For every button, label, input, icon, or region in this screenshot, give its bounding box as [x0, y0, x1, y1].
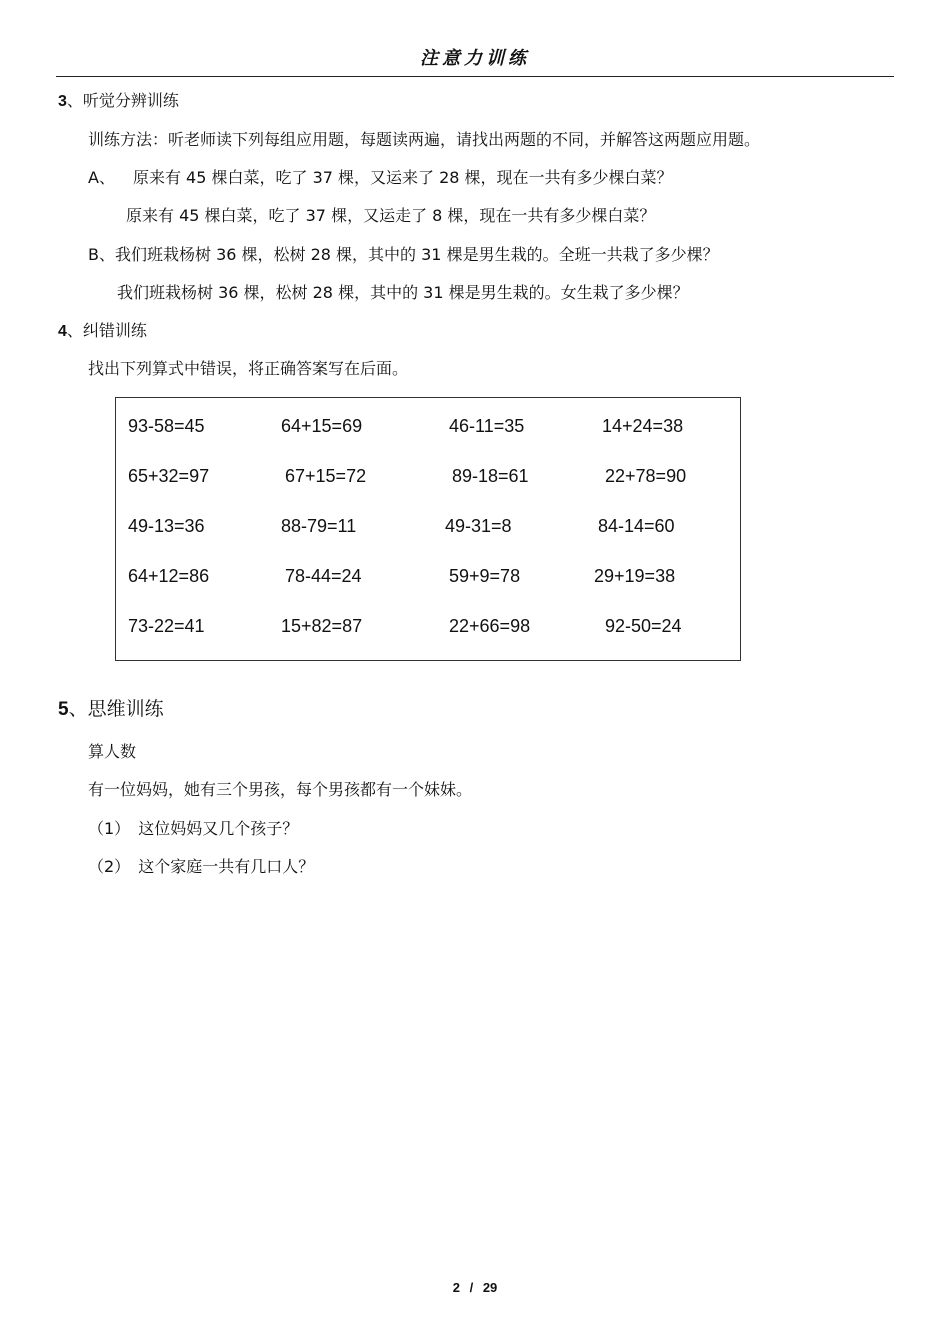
question-1	[88, 819, 298, 839]
equation-item: 73-22=41	[128, 616, 205, 636]
equation-item: 59+9=78	[449, 566, 521, 586]
question-2	[88, 857, 314, 877]
question-1-label: （1）	[88, 819, 131, 838]
equation-item: 64+15=69	[281, 416, 363, 436]
equation-item: 65+32=97	[128, 466, 210, 486]
equation-item: 22+78=90	[605, 466, 687, 486]
page-current: 2	[452, 1280, 460, 1295]
question-2-label: （2）	[88, 857, 131, 876]
equation-item: 49-13=36	[128, 516, 205, 536]
equation-item: 92-50=24	[605, 616, 682, 636]
section-4-number: 4	[58, 323, 67, 340]
question-b2: 我们班栽杨树 36 棵，松树 28 棵，其中的 31 棵是男生栽的。女生栽了多少棵？	[117, 283, 689, 302]
equation-item: 88-79=11	[281, 516, 357, 536]
header-divider	[56, 76, 894, 77]
section-4-title: 、纠错训练	[66, 321, 147, 340]
equation-item: 89-18=61	[452, 466, 529, 486]
page-number	[0, 1280, 950, 1295]
section-5-title: 、思维训练	[68, 698, 164, 720]
page-header-title: 注意力训练	[420, 48, 530, 69]
equation-item: 64+12=86	[128, 566, 210, 586]
section-5-story: 有一位妈妈，她有三个男孩，每个男孩都有一个妹妹。	[88, 780, 473, 799]
question-a1-text: 原来有 45 棵白菜，吃了 37 棵，又运来了 28 棵，现在一共有多少棵白菜？	[132, 168, 673, 187]
equation-item: 29+19=38	[594, 566, 676, 586]
section-5-subtitle: 算人数	[88, 742, 137, 761]
equation-item: 93-58=45	[128, 416, 205, 436]
equation-item: 22+66=98	[449, 616, 531, 636]
section-3-number: 3	[58, 93, 67, 110]
page-separator: /	[469, 1280, 474, 1295]
equation-item: 14+24=38	[602, 416, 684, 436]
section-5-heading	[58, 699, 164, 720]
question-2-text: 这个家庭一共有几口人？	[138, 857, 315, 876]
question-b1: B、我们班栽杨树 36 棵，松树 28 棵，其中的 31 棵是男生栽的。全班一共栽了多少棵？	[88, 245, 719, 264]
equation-item: 46-11=35	[449, 416, 525, 436]
equation-item: 67+15=72	[285, 466, 367, 486]
equation-item: 15+82=87	[281, 616, 363, 636]
question-a-label: A、	[88, 168, 115, 187]
page-total: 29	[482, 1280, 498, 1295]
section-3-heading	[58, 91, 179, 112]
equation-item: 78-44=24	[285, 566, 362, 586]
section-5-number: 5	[58, 699, 69, 720]
equation-item: 49-31=8	[445, 516, 512, 536]
equation-item: 84-14=60	[598, 516, 675, 536]
question-1-text: 这位妈妈又几个孩子？	[138, 819, 299, 838]
question-a1	[88, 168, 673, 188]
section-4-instruction: 找出下列算式中错误，将正确答案写在后面。	[88, 359, 409, 378]
question-a2: 原来有 45 棵白菜，吃了 37 棵，又运走了 8 棵，现在一共有多少棵白菜？	[126, 206, 656, 225]
section-4-heading	[58, 321, 147, 342]
section-3-method: 训练方法：听老师读下列每组应用题，每题读两遍，请找出两题的不同，并解答这两题应用题。	[88, 130, 761, 149]
section-3-title: 、听觉分辨训练	[66, 91, 179, 110]
